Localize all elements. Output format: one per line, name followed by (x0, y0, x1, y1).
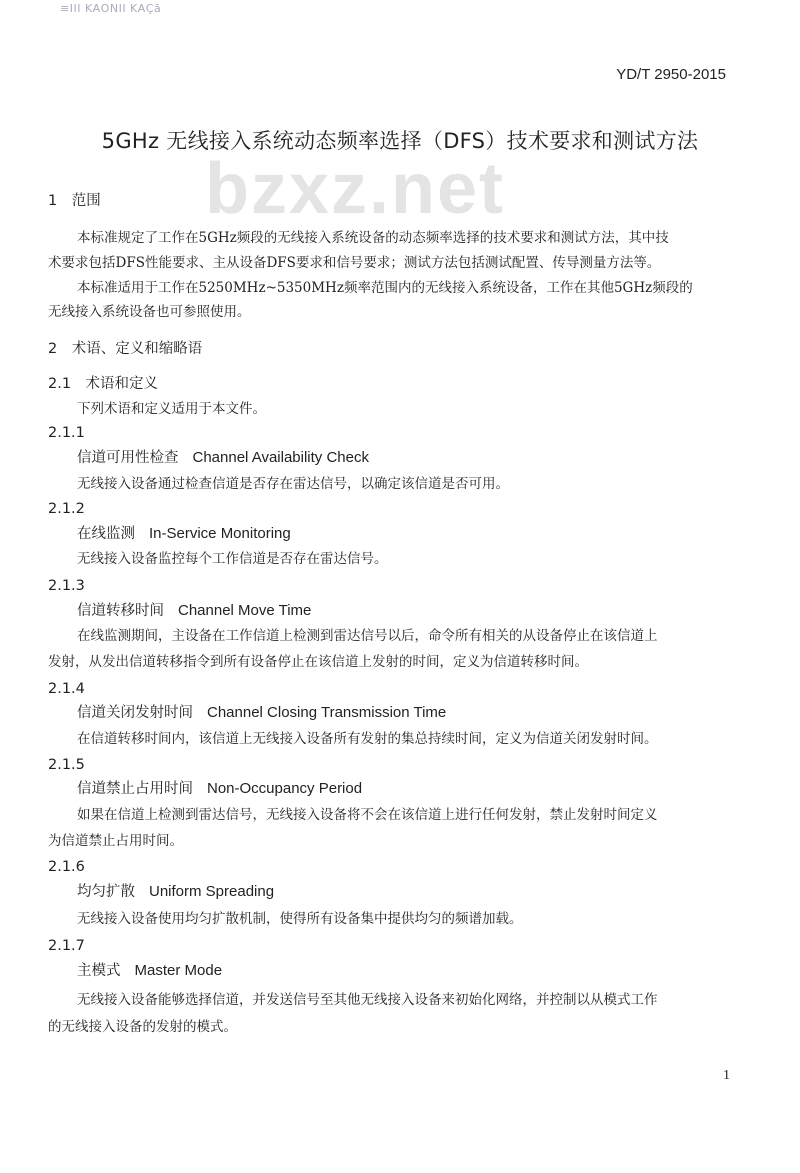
term-cn: 主模式 (77, 963, 121, 979)
term-cn: 均匀扩散 (77, 884, 135, 900)
standard-number: YD/T 2950-2015 (616, 66, 726, 83)
term-en: Master Mode (134, 962, 223, 979)
paragraph-line: 术要求包括DFS性能要求、主从设备DFS要求和信号要求；测试方法包括测试配置、传导测量方法等。 (48, 255, 661, 271)
term-definition: 无线接入设备能够选择信道，并发送信号至其他无线接入设备来初始化网络，并控制以从模式工作 (77, 992, 658, 1008)
term-cn: 信道转移时间 (77, 603, 164, 619)
term-title (77, 780, 362, 798)
paragraph-line: 无线接入系统设备也可参照使用。 (48, 304, 251, 320)
term-title (77, 602, 311, 620)
page-number: 1 (723, 1068, 730, 1083)
term-en: In-Service Monitoring (149, 525, 291, 542)
term-en: Uniform Spreading (149, 883, 275, 900)
document-title: 5GHz 无线接入系统动态频率选择（DFS）技术要求和测试方法 (101, 129, 699, 153)
term-cn: 在线监测 (77, 526, 135, 542)
term-number: 2.1.7 (48, 938, 85, 954)
term-en: Channel Closing Transmission Time (207, 704, 447, 721)
term-definition: 无线接入设备使用均匀扩散机制，使得所有设备集中提供均匀的频谱加载。 (77, 911, 523, 927)
term-title (77, 449, 369, 467)
section-heading-scope: 1 范围 (48, 193, 101, 209)
term-en: Channel Move Time (178, 602, 312, 619)
term-definition: 无线接入设备监控每个工作信道是否存在雷达信号。 (77, 551, 388, 567)
subsection-heading: 2.1 术语和定义 (48, 376, 159, 392)
term-definition: 在信道转移时间内，该信道上无线接入设备所有发射的集总持续时间，定义为信道关闭发射时间。 (77, 731, 658, 747)
paragraph-line: 本标准适用于工作在5250MHz~5350MHz频率范围内的无线接入系统设备，工作在其他5GHz频段的 (77, 280, 693, 296)
term-number: 2.1.1 (48, 425, 85, 441)
intro-text: 下列术语和定义适用于本文件。 (77, 401, 266, 417)
term-title (77, 704, 446, 722)
term-number: 2.1.3 (48, 578, 85, 594)
term-number: 2.1.5 (48, 757, 85, 773)
term-cn: 信道关闭发射时间 (77, 705, 193, 721)
term-definition: 如果在信道上检测到雷达信号，无线接入设备将不会在该信道上进行任何发射，禁止发射时间定义 (77, 807, 658, 823)
term-title (77, 962, 222, 980)
term-title (77, 525, 291, 543)
watermark: bzxz.net (205, 149, 506, 229)
term-en: Channel Availability Check (192, 449, 369, 466)
term-definition: 无线接入设备通过检查信道是否存在雷达信号，以确定该信道是否可用。 (77, 476, 509, 492)
section-heading-terms: 2 术语、定义和缩略语 (48, 341, 203, 357)
term-cn: 信道禁止占用时间 (77, 781, 193, 797)
term-title (77, 883, 274, 901)
top-margin-mark: ≡ΙΙΙ ΚΑΟΝΙΙ ΚΑÇã (60, 2, 162, 15)
term-en: Non-Occupancy Period (207, 780, 363, 797)
paragraph-line: 本标准规定了工作在5GHz频段的无线接入系统设备的动态频率选择的技术要求和测试方法，其中技 (77, 230, 669, 246)
term-definition: 在线监测期间，主设备在工作信道上检测到雷达信号以后，命令所有相关的从设备停止在该信道上 (77, 628, 658, 644)
term-definition-cont: 发射，从发出信道转移指令到所有设备停止在该信道上发射的时间，定义为信道转移时间。 (48, 654, 588, 670)
term-cn: 信道可用性检查 (77, 450, 179, 466)
term-number: 2.1.4 (48, 681, 85, 697)
term-number: 2.1.6 (48, 859, 85, 875)
term-definition-cont: 的无线接入设备的发射的模式。 (48, 1019, 237, 1035)
term-number: 2.1.2 (48, 501, 85, 517)
term-definition-cont: 为信道禁止占用时间。 (48, 833, 183, 849)
